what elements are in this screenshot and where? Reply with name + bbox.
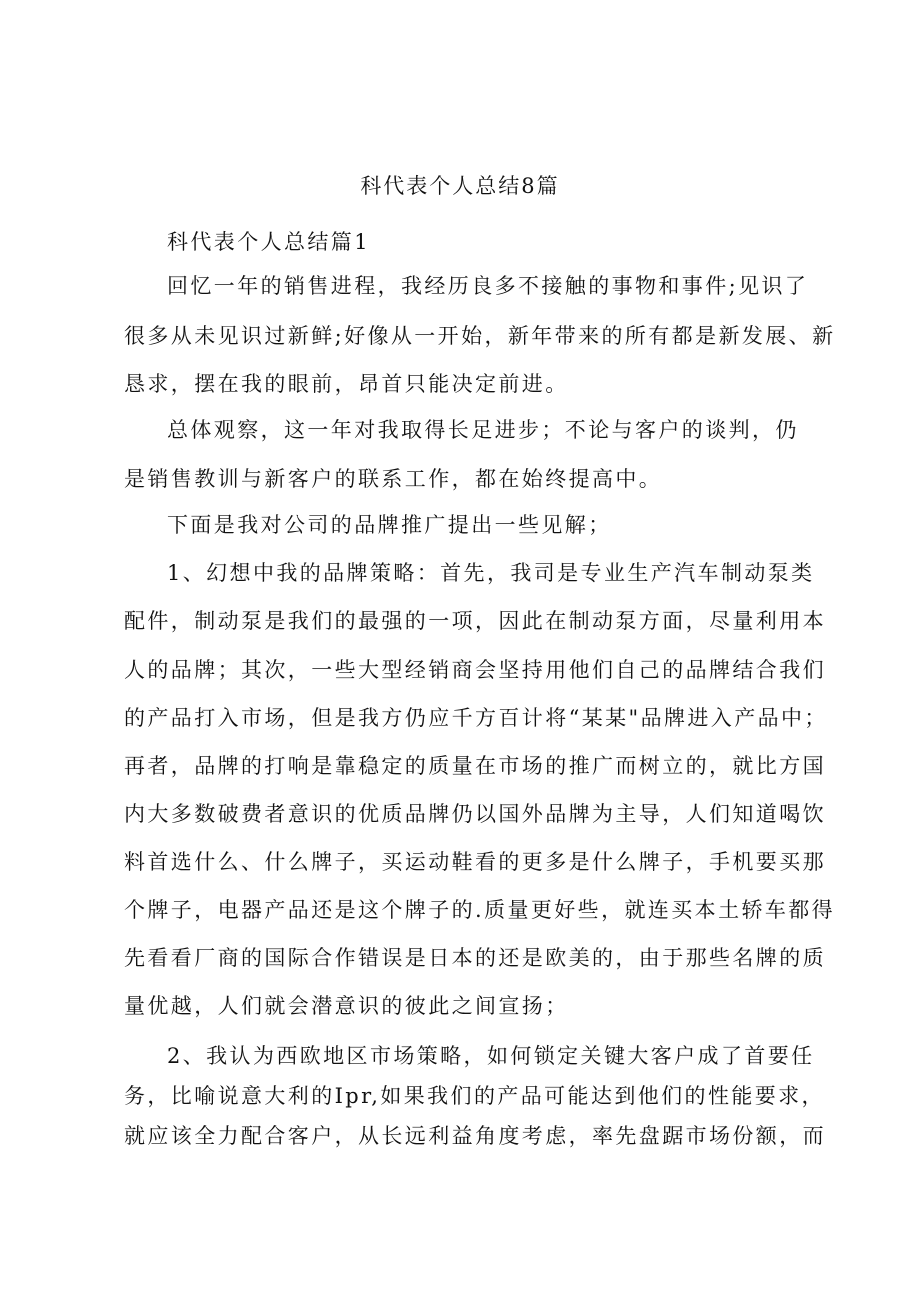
- paragraph-line: 量优越，人们就会潜意识的彼此之间宣扬；: [124, 994, 569, 1018]
- paragraph-line: 很多从未见识过新鲜;好像从一开始，新年带来的所有都是新发展、新: [124, 324, 836, 348]
- paragraph-line: 回忆一年的销售进程，我经历良多不接触的事物和事件;见识了: [167, 274, 809, 298]
- paragraph-line: 内大多数破费者意识的优质品牌仍以国外品牌为主导，人们知道喝饮: [124, 802, 826, 826]
- paragraph-line: 配件，制动泵是我们的最强的一项，因此在制动泵方面，尽量利用本: [124, 609, 826, 633]
- paragraph-line: 就应该全力配合客户，从长远利益角度考虑，率先盘踞市场份额，而: [124, 1124, 826, 1148]
- paragraph-line: 的产品打入市场，但是我方仍应千方百计将“某某"品牌进入产品中；: [124, 706, 828, 730]
- paragraph-line: 人的品牌；其次，一些大型经销商会坚持用他们自己的品牌结合我们: [124, 658, 826, 682]
- paragraph-line: 下面是我对公司的品牌推广提出一些见解；: [167, 513, 612, 537]
- document-title: 科代表个人总结8篇: [360, 174, 560, 198]
- paragraph-line: 恳求，摆在我的眼前，昂首只能决定前进。: [124, 372, 569, 396]
- paragraph-line: 2、我认为西欧地区市场策略，如何锁定关键大客户成了首要任: [167, 1044, 815, 1068]
- paragraph-line: 总体观察，这一年对我取得长足进步；不论与客户的谈判，仍: [167, 418, 799, 442]
- paragraph-line: 料首选什么、什么牌子，买运动鞋看的更多是什么牌子，手机要买那: [124, 850, 826, 874]
- paragraph-line: 个牌子，电器产品还是这个牌子的.质量更好些，就连买本土轿车都得: [124, 898, 836, 922]
- paragraph-line: 是销售教训与新客户的联系工作，都在始终提高中。: [124, 467, 663, 491]
- section-heading-1: 科代表个人总结篇1: [167, 230, 370, 254]
- paragraph-line: 务，比喻说意大利的Ipr,如果我们的产品可能达到他们的性能要求，: [124, 1084, 825, 1108]
- paragraph-line: 1、幻想中我的品牌策略：首先，我司是专业生产汽车制动泵类: [167, 561, 815, 585]
- paragraph-line: 先看看厂商的国际合作错误是日本的还是欧美的，由于那些名牌的质: [124, 946, 826, 970]
- paragraph-line: 再者，品牌的打响是靠稳定的质量在市场的推广而树立的，就比方国: [124, 754, 826, 778]
